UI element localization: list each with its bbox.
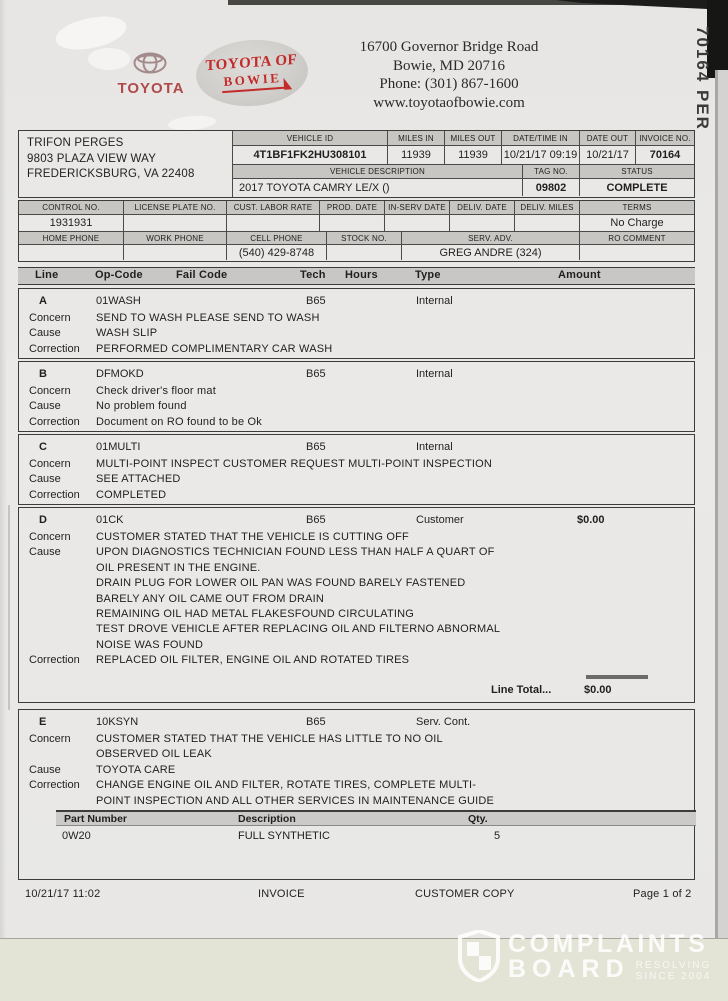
row-text: PERFORMED COMPLIMENTARY CAR WASH	[96, 342, 333, 355]
row-text: NOISE WAS FOUND	[96, 638, 204, 651]
date-out-value: 10/21/17	[579, 146, 635, 165]
row-text: POINT INSPECTION AND ALL OTHER SERVICES IN MAINTENANCE GUIDE	[96, 794, 495, 807]
col-fail-code: Fail Code	[176, 269, 228, 281]
op-code: DFMOKD	[96, 368, 144, 380]
work-phone-value	[123, 245, 226, 260]
row-text: MULTI-POINT INSPECT CUSTOMER REQUEST MULTI-POINT INSPECTION	[96, 458, 493, 470]
row-text: Document on RO found to be Ok	[96, 415, 262, 428]
date-time-in-label: DATE/TIME IN	[501, 131, 579, 146]
row-text: UPON DIAGNOSTICS TECHNICIAN FOUND LESS THAN HALF A QUART OF	[96, 546, 495, 559]
miles-out-label: MILES OUT	[444, 131, 501, 146]
terms-label: TERMS	[579, 201, 694, 215]
row-label	[19, 794, 96, 809]
cell-phone-value: (540) 429-8748	[226, 245, 326, 260]
prod-date-value	[319, 215, 384, 232]
parts-row	[56, 826, 696, 846]
invoice-no-label: INVOICE NO.	[635, 131, 694, 146]
row-text: No problem found	[96, 400, 187, 413]
op-code: 01MULTI	[96, 441, 141, 453]
row-label: Correction	[29, 654, 80, 667]
date-time-in-value: 10/21/17 09:19	[501, 146, 579, 165]
row-text: WASH SLIP	[96, 327, 158, 340]
customer-address-line1: 9803 PLAZA VIEW WAY	[27, 152, 157, 165]
row-label: Cause	[29, 546, 61, 559]
watermark-tagline1: RESOLVING	[635, 959, 712, 971]
terms-value: No Charge	[579, 215, 694, 232]
miles-in-label: MILES IN	[387, 131, 444, 146]
row-label: Concern	[29, 312, 71, 324]
parts-col-description: Description	[238, 812, 296, 825]
row-label: Cause	[29, 473, 61, 486]
deliv-miles-label: DELIV. MILES	[514, 201, 579, 215]
vehicle-description-value: 2017 TOYOTA CAMRY LE/X ()	[239, 181, 390, 194]
line-items-column-header	[18, 267, 695, 285]
row-text: DRAIN PLUG FOR LOWER OIL PAN WAS FOUND BARELY FASTENED	[96, 577, 466, 590]
in-serv-date-value	[384, 215, 449, 232]
tech: B65	[306, 514, 326, 526]
part-number-value: 0W20	[62, 830, 91, 842]
cust-labor-rate-value	[226, 215, 319, 232]
op-code: 10KSYN	[96, 716, 139, 728]
col-tech: Tech	[300, 269, 326, 281]
work-phone-label: WORK PHONE	[123, 232, 226, 245]
line-section-d	[18, 507, 695, 703]
dealer-address-line3: Phone: (301) 867-1600	[379, 76, 519, 92]
dealer-address-line1: 16700 Governor Bridge Road	[359, 39, 539, 55]
ro-comment-label: RO COMMENT	[579, 232, 694, 245]
row-text: CUSTOMER STATED THAT THE VEHICLE IS CUTTING OFF	[96, 531, 409, 543]
line-letter: B	[39, 368, 47, 380]
watermark-word2: BOARD	[508, 954, 630, 983]
line-total-label: Line Total...	[491, 684, 552, 696]
line-section-e	[18, 709, 695, 880]
type: Serv. Cont.	[416, 716, 471, 728]
col-hours: Hours	[345, 269, 378, 281]
type: Internal	[416, 441, 453, 453]
row-text: CUSTOMER STATED THAT THE VEHICLE HAS LITTLE TO NO OIL	[96, 733, 443, 745]
dealer-address-line2: Bowie, MD 20716	[392, 57, 506, 74]
serv-adv-label: SERV. ADV.	[401, 232, 579, 245]
line-section-a	[18, 288, 695, 359]
line-section-b	[18, 361, 695, 432]
stock-no-value	[326, 245, 401, 260]
miles-out-value: 11939	[444, 146, 501, 165]
row-label	[19, 747, 96, 762]
row-text: OIL PRESENT IN THE ENGINE.	[96, 561, 261, 574]
row-label: Correction	[29, 488, 80, 501]
invoice-side-label: 70164 PER	[693, 26, 712, 131]
tag-no-label: TAG NO.	[522, 165, 579, 179]
dealer-logo-line1: TOYOTA OF	[205, 51, 298, 75]
toyota-emblem-icon	[133, 52, 167, 79]
footer-page-number: Page 1 of 2	[633, 888, 692, 900]
part-qty-value: 5	[494, 830, 501, 842]
miles-in-value: 11939	[387, 146, 444, 165]
paper-right-margin	[718, 70, 728, 1000]
vehicle-description-label: VEHICLE DESCRIPTION	[233, 165, 522, 179]
tech: B65	[306, 295, 326, 307]
row-text: REMAINING OIL HAD METAL FLAKESFOUND CIRCULATING	[96, 608, 415, 621]
watermark-word1: COMPLAINTS	[508, 929, 709, 958]
paper-tear-mark	[88, 48, 130, 70]
deliv-miles-value	[514, 215, 579, 232]
row-text: COMPLETED	[96, 488, 167, 501]
tech: B65	[306, 441, 326, 453]
row-label	[19, 561, 96, 576]
cust-labor-rate-label: CUST. LABOR RATE	[226, 201, 319, 215]
tag-no-value: 09802	[522, 179, 579, 196]
dealer-address-line4: www.toyotaofbowie.com	[373, 94, 525, 111]
status-label: STATUS	[579, 165, 694, 179]
row-label	[19, 592, 96, 607]
vehicle-grid	[233, 131, 694, 197]
row-text: Check driver's floor mat	[96, 385, 216, 397]
line-total-value: $0.00	[584, 684, 612, 696]
row-label	[19, 607, 96, 622]
col-amount: Amount	[558, 269, 601, 281]
parts-col-part-number: Part Number	[64, 812, 128, 825]
customer-address-line2: FREDERICKSBURG, VA 22408	[27, 168, 195, 180]
home-phone-label: HOME PHONE	[19, 232, 123, 245]
row-label: Concern	[29, 531, 71, 543]
line-total-rule	[586, 675, 648, 679]
col-line: Line	[35, 269, 59, 281]
line-letter: E	[39, 716, 47, 728]
date-out-label: DATE OUT	[579, 131, 635, 146]
prod-date-label: PROD. DATE	[319, 201, 384, 215]
type: Customer	[416, 514, 464, 526]
ro-info-box	[18, 200, 695, 262]
row-label: Correction	[29, 342, 80, 355]
deliv-date-value	[449, 215, 514, 232]
row-label: Correction	[29, 779, 80, 792]
parts-table	[56, 810, 696, 846]
shield-icon	[458, 930, 500, 982]
tech: B65	[306, 368, 326, 380]
paper-left-shade	[0, 0, 6, 1000]
row-label	[19, 622, 96, 637]
footer-print-datetime: 10/21/17 11:02	[25, 888, 101, 900]
op-code: 01CK	[96, 514, 124, 526]
row-text: CHANGE ENGINE OIL AND FILTER, ROTATE TIRES, COMPLETE MULTI-	[96, 779, 477, 792]
row-label	[19, 576, 96, 591]
row-label: Cause	[29, 763, 61, 776]
part-description-value: FULL SYNTHETIC	[238, 830, 330, 842]
in-serv-date-label: IN-SERV DATE	[384, 201, 449, 215]
row-label: Cause	[29, 400, 61, 413]
customer-info-cell	[19, 131, 233, 197]
row-label	[19, 638, 96, 653]
vehicle-id-value: 4T1BF1FK2HU308101	[233, 146, 387, 165]
op-code: 01WASH	[96, 295, 141, 307]
line-letter: C	[39, 441, 47, 453]
parts-col-qty: Qty.	[468, 812, 488, 825]
row-text: REPLACED OIL FILTER, ENGINE OIL AND ROTATED TIRES	[96, 654, 410, 667]
row-label: Concern	[29, 733, 71, 745]
dealer-logo-line2: BOWIE	[221, 70, 284, 93]
footer-doc-type: INVOICE	[258, 888, 305, 900]
line-letter: D	[39, 514, 47, 526]
footer-copy-type: CUSTOMER COPY	[415, 888, 515, 900]
row-label: Cause	[29, 327, 61, 340]
amount: $0.00	[577, 514, 605, 526]
row-text: TOYOTA CARE	[96, 763, 176, 776]
control-no-value: 1931931	[19, 215, 123, 232]
complaintsboard-watermark	[458, 930, 716, 982]
scan-scratch-artifact	[8, 505, 10, 710]
col-type: Type	[415, 269, 441, 281]
stock-no-label: STOCK NO.	[326, 232, 401, 245]
invoice-no-value: 70164	[635, 146, 694, 165]
paper-edge-shadow	[715, 70, 718, 1000]
customer-name: TRIFON PERGES	[27, 137, 124, 149]
ro-comment-value	[579, 245, 694, 260]
row-text: TEST DROVE VEHICLE AFTER REPLACING OIL AND FILTERNO ABNORMAL	[96, 623, 501, 636]
status-value: COMPLETE	[579, 179, 694, 196]
vehicle-id-label: VEHICLE ID	[233, 131, 387, 146]
row-label: Concern	[29, 458, 71, 470]
row-text: BARELY ANY OIL CAME OUT FROM DRAIN	[96, 592, 325, 605]
type: Internal	[416, 295, 453, 307]
tech: B65	[306, 716, 326, 728]
toyota-wordmark: TOYOTA	[117, 80, 185, 97]
row-label: Correction	[29, 415, 80, 428]
line-section-c	[18, 434, 695, 505]
vehicle-info-box	[18, 130, 695, 198]
serv-adv-value: GREG ANDRE (324)	[401, 245, 579, 260]
license-plate-value	[123, 215, 226, 232]
type: Internal	[416, 368, 453, 380]
col-op-code: Op-Code	[95, 269, 143, 281]
dealer-logo-badge	[194, 36, 310, 110]
row-text: SEND TO WASH PLEASE SEND TO WASH	[96, 312, 320, 324]
home-phone-value	[19, 245, 123, 260]
watermark-tagline2: SINCE 2004	[635, 970, 712, 982]
line-letter: A	[39, 295, 47, 307]
scan-edge-artifact	[556, 0, 728, 10]
license-plate-label: LICENSE PLATE NO.	[123, 201, 226, 215]
row-text: SEE ATTACHED	[96, 473, 181, 486]
row-label: Concern	[29, 385, 71, 397]
dealer-address-block	[310, 38, 588, 112]
deliv-date-label: DELIV. DATE	[449, 201, 514, 215]
cell-phone-label: CELL PHONE	[226, 232, 326, 245]
row-text: OBSERVED OIL LEAK	[96, 748, 212, 761]
control-no-label: CONTROL NO.	[19, 201, 123, 215]
